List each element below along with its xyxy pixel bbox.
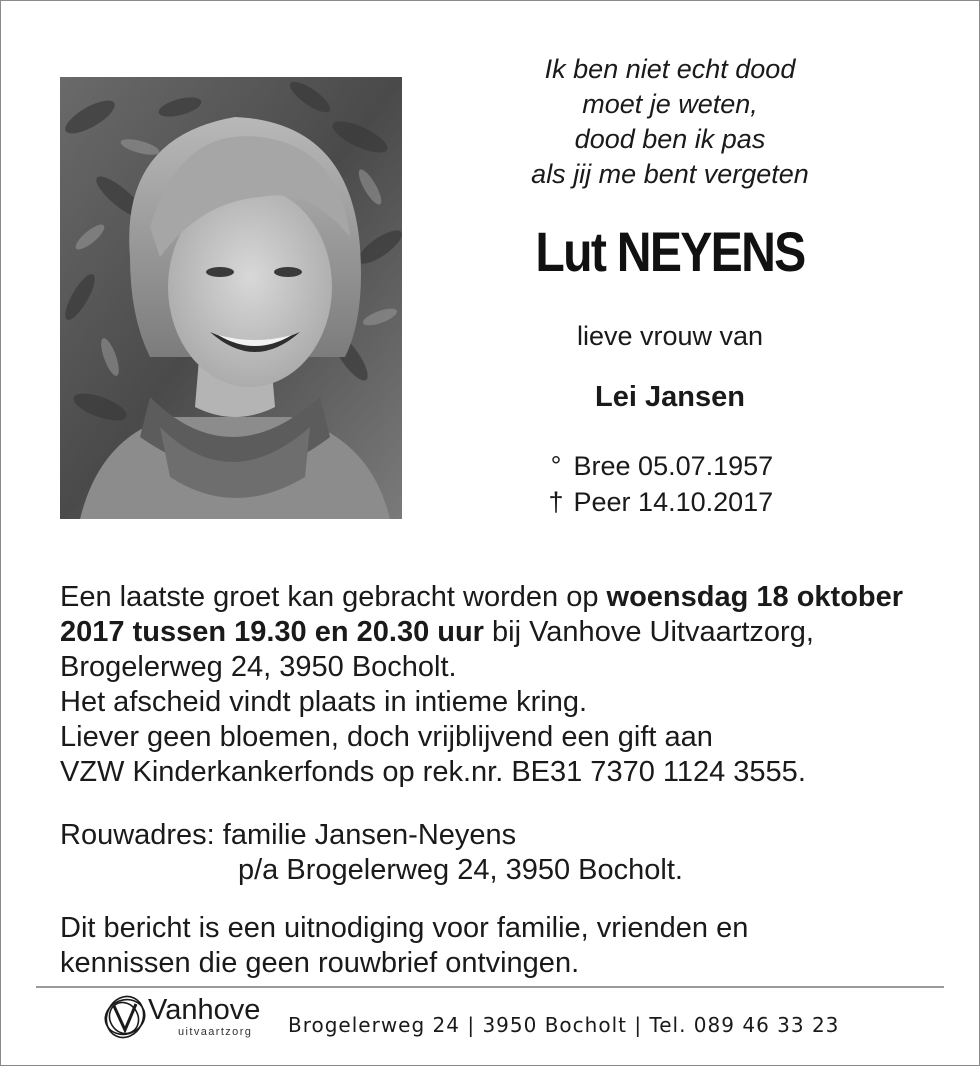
- life-dates: [470, 448, 870, 520]
- funeral-home-logo: [100, 992, 280, 1044]
- deceased-name: Lut NEYENS: [535, 220, 805, 283]
- flowers-text: Liever geen bloemen, doch vrijblijvend een gift aan: [60, 721, 713, 753]
- poem-line: Ik ben niet echt dood: [544, 54, 796, 84]
- invitation-line: Dit bericht is een uitnodiging voor familie, vrienden en: [60, 912, 749, 944]
- visitation-text: [60, 580, 940, 685]
- visitation-intro: Een laatste groet kan gebracht worden op: [60, 581, 607, 613]
- invitation-note: [60, 911, 940, 981]
- birth-line: [546, 448, 870, 484]
- invitation-line: kennissen die geen rouwbrief ontvingen.: [60, 947, 580, 979]
- farewell-text: Het afscheid vindt plaats in intieme kring.: [60, 686, 588, 718]
- birth-date: Bree 05.07.1957: [573, 451, 774, 481]
- mourning-address: [60, 818, 683, 888]
- account-text: VZW Kinderkankerfonds op rek.nr. BE31 7370 1124 3555.: [60, 756, 806, 788]
- mourning-address-line: p/a Brogelerweg 24, 3950 Bocholt.: [238, 854, 683, 886]
- mourning-address-line: Rouwadres: familie Jansen-Neyens: [60, 819, 517, 851]
- portrait-illustration: [60, 77, 402, 519]
- footer-contact: Brogelerweg 24 | 3950 Bocholt | Tel. 089 46 33 23: [288, 1013, 840, 1037]
- visitation-datetime: woensdag 18 oktober 2017 tussen 19.30 en 20.30 uur: [60, 581, 904, 648]
- spouse-name: Lei Jansen: [595, 381, 745, 413]
- portrait-photo: [60, 77, 402, 519]
- death-line: [546, 484, 870, 520]
- relation-text: lieve vrouw van: [576, 321, 764, 351]
- header-column: [470, 52, 870, 520]
- footer-divider: [36, 986, 944, 988]
- poem-line: dood ben ik pas: [574, 124, 766, 154]
- poem-line: als jij me bent vergeten: [531, 159, 809, 189]
- visitation-location: bij Vanhove Uitvaartzorg, Brogelerweg 24, 3950 Bocholt.: [60, 616, 814, 683]
- poem: [470, 52, 870, 192]
- scribble-v-icon: [100, 992, 150, 1042]
- birth-symbol-icon: °: [550, 451, 562, 481]
- announcement: [60, 580, 940, 790]
- cross-icon: †: [548, 487, 564, 517]
- logo-name: Vanhove: [148, 994, 261, 1026]
- death-date: Peer 14.10.2017: [573, 487, 774, 517]
- poem-line: moet je weten,: [582, 89, 758, 119]
- logo-subtitle: uitvaartzorg: [178, 1026, 253, 1038]
